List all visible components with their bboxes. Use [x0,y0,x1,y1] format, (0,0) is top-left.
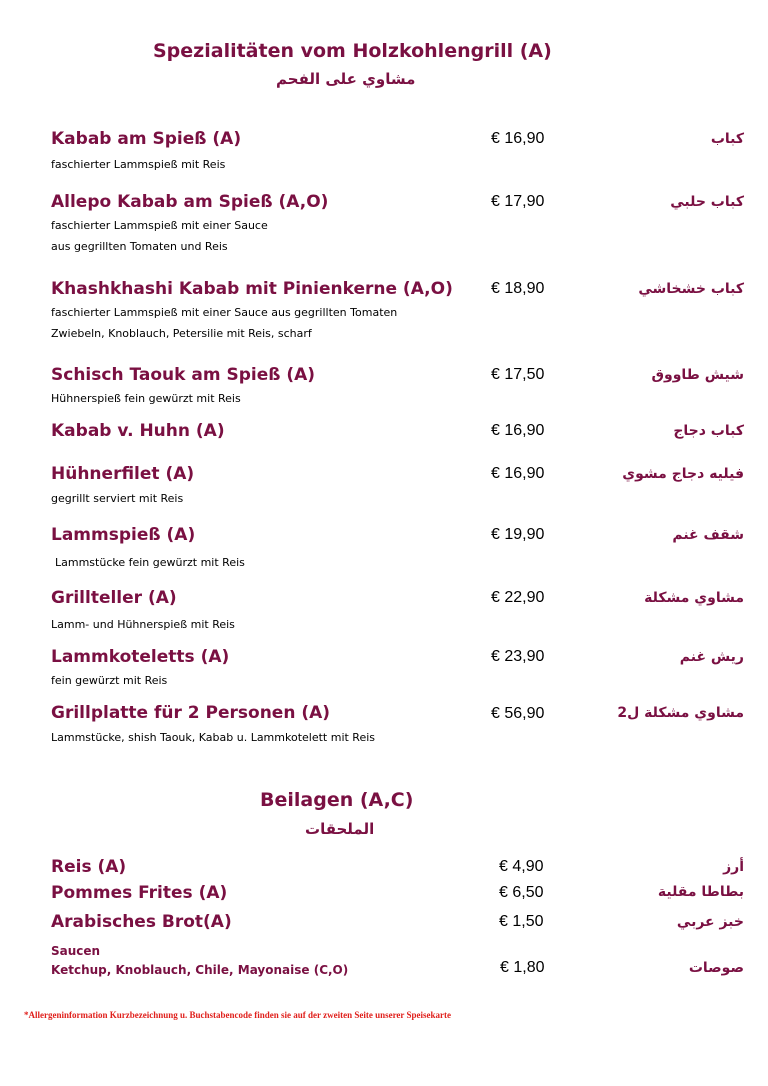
menu-item-arabic: كباب حلبي [670,194,744,210]
menu-item-description: Lammstücke fein gewürzt mit Reis [55,556,245,569]
menu-item-description: Lamm- und Hühnerspieß mit Reis [51,618,235,631]
menu-item-price: € 16,90 [491,422,545,439]
menu-item-price: € 22,90 [491,589,545,606]
menu-item-name: Khashkhashi Kabab mit Pinienkerne (A,O) [51,279,453,299]
menu-item-name: Schisch Taouk am Spieß (A) [51,365,316,385]
menu-item-arabic: مشاوي مشكلة [644,590,744,606]
menu-item-price: € 19,90 [491,526,545,543]
menu-item-arabic: كباب خشخاشي [638,281,744,297]
section-title-arabic: الملحقات [305,820,375,838]
side-item-price: € 6,50 [499,884,544,901]
menu-item-price: € 16,90 [491,465,545,482]
side-item-name: Arabisches Brot(A) [51,912,232,932]
menu-item-description: faschierter Lammspieß mit Reis [51,158,226,171]
side-item-name: Pommes Frites (A) [51,883,228,903]
menu-item-arabic: ريش غنم [679,649,744,665]
menu-item-name: Hühnerfilet (A) [51,464,195,484]
menu-item-price: € 56,90 [491,705,545,722]
menu-item-name: Lammspieß (A) [51,525,196,545]
menu-item-price: € 18,90 [491,280,545,297]
menu-item-price: € 23,90 [491,648,545,665]
menu-item-arabic: شقف غنم [672,527,744,543]
menu-item-arabic: فيليه دجاج مشوي [622,466,744,482]
side-item-arabic: بطاطا مقلية [657,884,744,900]
menu-item-arabic: كباب [710,131,744,147]
menu-item-price: € 17,50 [491,366,545,383]
menu-item-description: Hühnerspieß fein gewürzt mit Reis [51,392,241,405]
side-item-price: € 1,50 [499,913,544,930]
section-title-arabic: مشاوي على الفحم [276,70,416,88]
allergen-footnote: *Allergeninformation Kurzbezeichnung u. Buchstabencode finden sie auf der zweiten Seite unserer Speisekarte [24,1010,451,1020]
saucen-price: € 1,80 [500,959,545,976]
menu-item-name: Grillteller (A) [51,588,177,608]
menu-item-description: Lammstücke, shish Taouk, Kabab u. Lammkotelett mit Reis [51,731,376,744]
menu-item-description: faschierter Lammspieß mit einer Sauce aus gegrillten Tomaten [51,306,398,319]
menu-item-description: fein gewürzt mit Reis [51,674,168,687]
section-title: Spezialitäten vom Holzkohlengrill (A) [153,40,552,62]
saucen-list: Ketchup, Knoblauch, Chile, Mayonaise (C,O) [51,963,349,977]
menu-item-description: faschierter Lammspieß mit einer Sauce [51,219,268,232]
menu-item-description: gegrillt serviert mit Reis [51,492,184,505]
side-item-arabic: أرز [723,859,744,875]
saucen-arabic: صوصات [688,960,744,976]
menu-item-name: Kabab am Spieß (A) [51,129,242,149]
menu-item-price: € 16,90 [491,130,545,147]
menu-item-name: Allepo Kabab am Spieß (A,O) [51,192,329,212]
menu-item-name: Lammkoteletts (A) [51,647,230,667]
menu-item-arabic: شيش طاووق [651,367,744,383]
saucen-label: Saucen [51,944,101,958]
menu-item-name: Kabab v. Huhn (A) [51,421,225,441]
menu-item-arabic: مشاوي مشكلة ل2 [617,705,744,721]
menu-item-price: € 17,90 [491,193,545,210]
menu-item-arabic: كباب دجاج [673,423,744,439]
side-item-price: € 4,90 [499,858,544,875]
menu-item-description: aus gegrillten Tomaten und Reis [51,240,228,253]
menu-item-description: Zwiebeln, Knoblauch, Petersilie mit Reis, scharf [51,327,312,340]
side-item-arabic: خبز عربي [676,914,744,930]
menu-item-name: Grillplatte für 2 Personen (A) [51,703,331,723]
side-item-name: Reis (A) [51,857,127,877]
section-title: Beilagen (A,C) [260,789,414,811]
